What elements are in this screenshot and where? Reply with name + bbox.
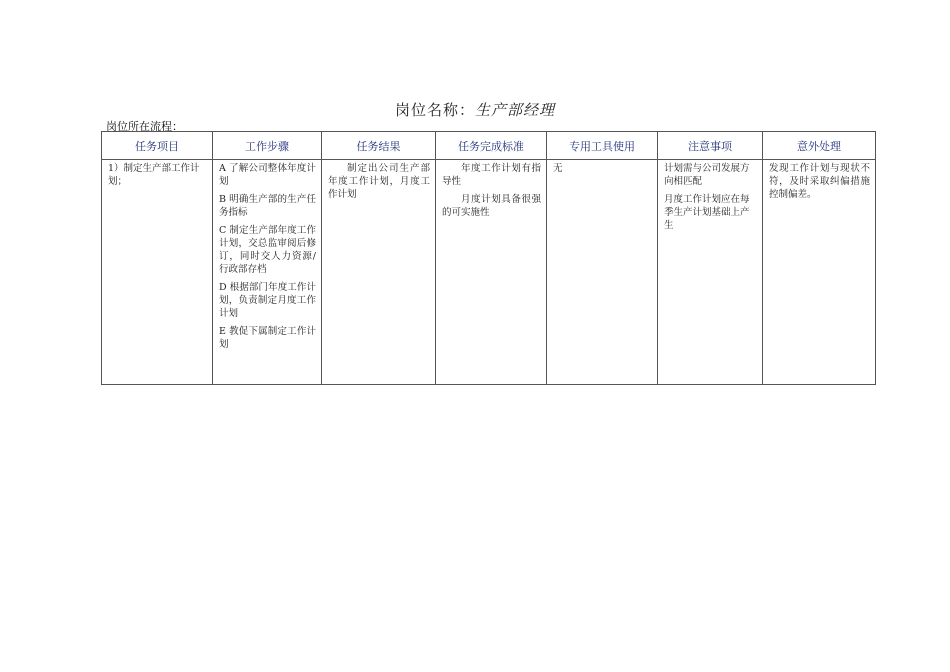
note-2: 月度工作计划应在每季生产计划基础上产生 <box>664 194 750 231</box>
cell-notes <box>658 160 763 385</box>
title-label: 岗位名称： <box>394 101 475 119</box>
exception-text: 发现工作计划与现状不符，及时采取纠偏措施控制偏差。 <box>769 163 870 200</box>
process-label: 岗位所在流程： <box>106 120 183 133</box>
standard-2: 月度计划具备很强的可实施性 <box>442 194 541 218</box>
cell-exception-handling <box>763 160 876 385</box>
step-d: D 根据部门年度工作计划，负责制定月度工作计划 <box>219 282 316 319</box>
header-work-steps: 工作步骤 <box>213 132 322 160</box>
cell-task-item <box>102 160 213 385</box>
job-task-table <box>101 131 876 385</box>
header-exception-handling: 意外处理 <box>763 132 876 160</box>
header-task-item: 任务项目 <box>102 132 213 160</box>
table-header-row <box>102 132 876 160</box>
step-c: C 制定生产部年度工作计划，交总监审阅后修订，同时交人力资源/行政部存档 <box>219 225 316 275</box>
header-task-result: 任务结果 <box>322 132 436 160</box>
cell-task-result <box>322 160 436 385</box>
task-result-text: 制定出公司生产部年度工作计划，月度工作计划 <box>328 163 430 200</box>
table-row <box>102 160 876 385</box>
cell-work-steps <box>213 160 322 385</box>
cell-completion-standard <box>436 160 547 385</box>
step-b: B 明确生产部的生产任务指标 <box>219 194 316 218</box>
standard-1: 年度工作计划有指导性 <box>442 163 541 187</box>
step-e: E 教促下属制定工作计划 <box>219 326 316 350</box>
header-notes: 注意事项 <box>658 132 763 160</box>
task-item-text: 1）制定生产部工作计划； <box>108 163 200 187</box>
header-completion-standard: 任务完成标准 <box>436 132 547 160</box>
tools-text: 无 <box>553 163 563 174</box>
cell-special-tools <box>547 160 658 385</box>
header-special-tools: 专用工具使用 <box>547 132 658 160</box>
step-a: A 了解公司整体年度计划 <box>219 163 316 187</box>
note-1: 计划需与公司发展方向相匹配 <box>664 163 750 187</box>
page-title <box>0 99 950 120</box>
title-value: 生产部经理 <box>475 101 556 119</box>
